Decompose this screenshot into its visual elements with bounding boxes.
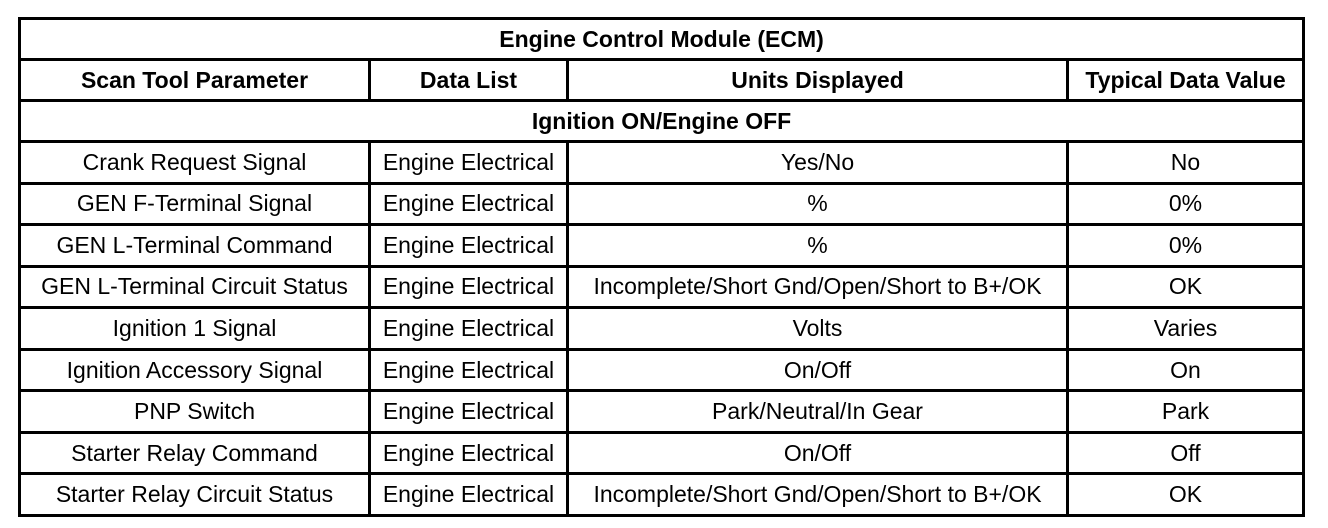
cell-units: On/Off	[568, 432, 1068, 474]
cell-parameter: Starter Relay Command	[20, 432, 370, 474]
cell-units: %	[568, 183, 1068, 225]
cell-parameter: GEN L-Terminal Circuit Status	[20, 266, 370, 308]
cell-typical-value: Off	[1068, 432, 1304, 474]
cell-typical-value: 0%	[1068, 225, 1304, 267]
cell-data-list: Engine Electrical	[370, 474, 568, 516]
cell-data-list: Engine Electrical	[370, 432, 568, 474]
cell-parameter: Starter Relay Circuit Status	[20, 474, 370, 516]
cell-parameter: GEN F-Terminal Signal	[20, 183, 370, 225]
cell-units: Yes/No	[568, 142, 1068, 184]
cell-typical-value: OK	[1068, 266, 1304, 308]
table-row	[20, 183, 1304, 225]
table-row	[20, 391, 1304, 433]
table-row	[20, 349, 1304, 391]
header-units-displayed: Units Displayed	[568, 60, 1068, 101]
cell-data-list: Engine Electrical	[370, 308, 568, 350]
cell-parameter: Crank Request Signal	[20, 142, 370, 184]
cell-parameter: Ignition 1 Signal	[20, 308, 370, 350]
header-typical-data-value: Typical Data Value	[1068, 60, 1304, 101]
cell-data-list: Engine Electrical	[370, 266, 568, 308]
header-data-list: Data List	[370, 60, 568, 101]
cell-parameter: Ignition Accessory Signal	[20, 349, 370, 391]
cell-typical-value: OK	[1068, 474, 1304, 516]
cell-data-list: Engine Electrical	[370, 391, 568, 433]
table-row	[20, 308, 1304, 350]
section-heading: Ignition ON/Engine OFF	[20, 101, 1304, 142]
cell-typical-value: No	[1068, 142, 1304, 184]
cell-data-list: Engine Electrical	[370, 349, 568, 391]
table-row	[20, 432, 1304, 474]
header-scan-tool-parameter: Scan Tool Parameter	[20, 60, 370, 101]
cell-units: Incomplete/Short Gnd/Open/Short to B+/OK	[568, 474, 1068, 516]
table-title: Engine Control Module (ECM)	[20, 19, 1304, 60]
cell-data-list: Engine Electrical	[370, 183, 568, 225]
cell-typical-value: Varies	[1068, 308, 1304, 350]
table-row	[20, 474, 1304, 516]
cell-units: Incomplete/Short Gnd/Open/Short to B+/OK	[568, 266, 1068, 308]
cell-data-list: Engine Electrical	[370, 142, 568, 184]
cell-units: Volts	[568, 308, 1068, 350]
cell-data-list: Engine Electrical	[370, 225, 568, 267]
cell-units: Park/Neutral/In Gear	[568, 391, 1068, 433]
cell-units: On/Off	[568, 349, 1068, 391]
title-row	[20, 19, 1304, 60]
cell-typical-value: On	[1068, 349, 1304, 391]
cell-typical-value: Park	[1068, 391, 1304, 433]
section-row	[20, 101, 1304, 142]
table-row	[20, 266, 1304, 308]
ecm-data-table	[18, 17, 1305, 517]
cell-parameter: GEN L-Terminal Command	[20, 225, 370, 267]
table-row	[20, 142, 1304, 184]
table-row	[20, 225, 1304, 267]
cell-units: %	[568, 225, 1068, 267]
cell-parameter: PNP Switch	[20, 391, 370, 433]
header-row	[20, 60, 1304, 101]
cell-typical-value: 0%	[1068, 183, 1304, 225]
